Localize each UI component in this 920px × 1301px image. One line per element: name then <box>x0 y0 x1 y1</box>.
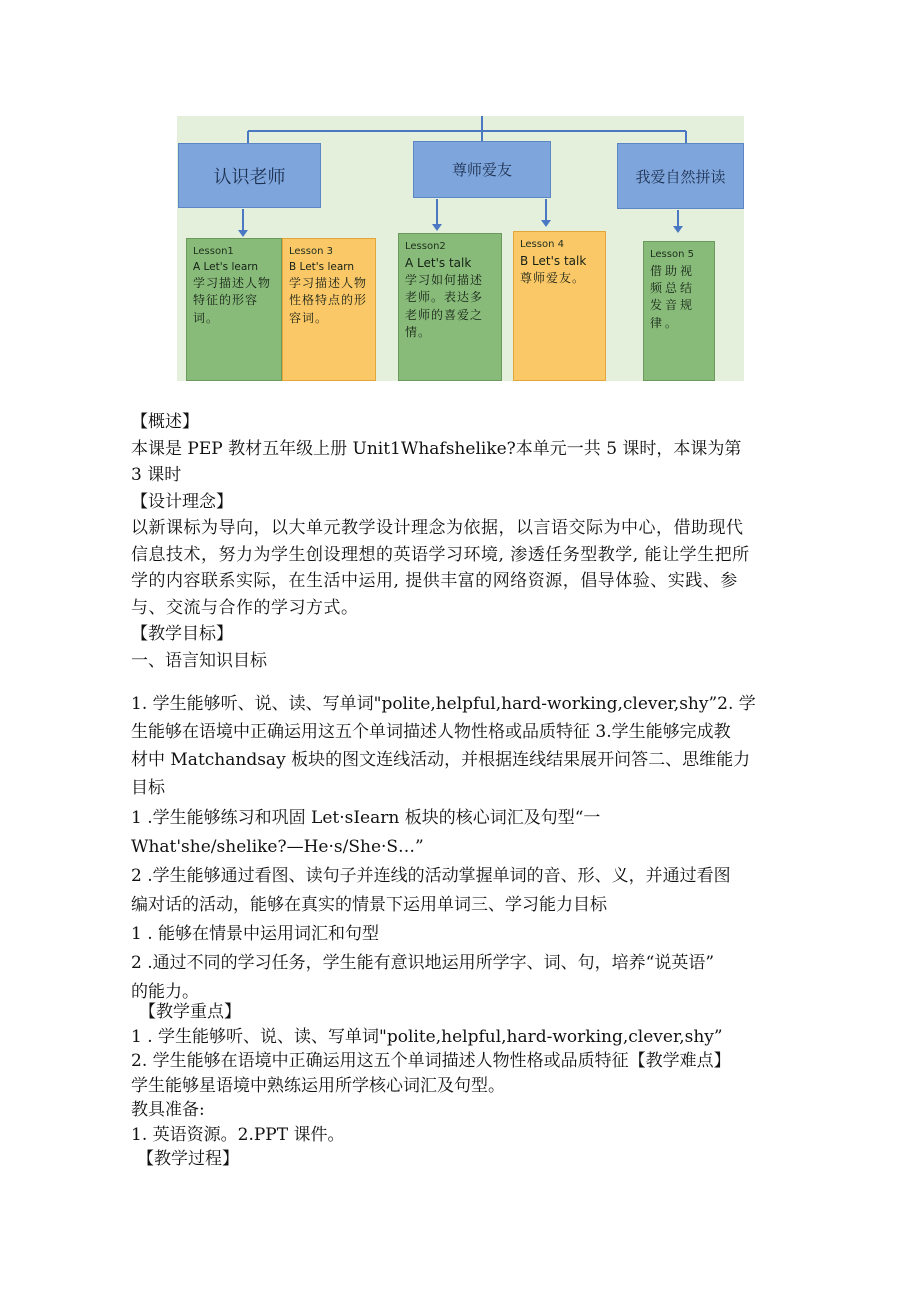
lesson-number: Lesson 3 <box>289 246 333 257</box>
lesson-description: 尊师爱友。 <box>520 270 586 285</box>
goal-line: 1 . 能够在情景中运用词汇和句型 <box>131 924 380 944</box>
key-point-line: 学生能够星语境中熟练运用所学核心词汇及句型。 <box>131 1075 505 1096</box>
thinking-goals-section <box>131 804 796 1007</box>
lesson-number: Lesson 4 <box>520 239 564 250</box>
goal-line: 1. 学生能够听、说、读、写单词"polite,helpful,hard-working,clever,shy”2. 学 <box>131 694 756 714</box>
tools-heading: 教具准备: <box>131 1100 205 1120</box>
key-points-section <box>131 1000 796 1172</box>
goal-language-knowledge: 一、语言知识目标 <box>131 650 267 671</box>
unit-structure-diagram <box>177 116 744 381</box>
overview-section <box>131 409 796 674</box>
goal-line: 2 .学生能够通过看图、读句子并连线的活动掌握单词的音、形、义，并通过看图 <box>131 866 731 886</box>
heading-overview: 【概述】 <box>131 412 199 432</box>
goal-line: 编对话的活动，能够在真实的情景下运用单词三、学习能力目标 <box>131 895 607 915</box>
lesson-3-box <box>282 238 376 381</box>
concept-line: 以新课标为导向，以大单元教学设计理念为依据，以言语交际为中心，借助现代 <box>131 518 744 538</box>
concept-line: 信息技术，努力为学生创设理想的英语学习环境, 渗透任务型教学, 能让学生把所 <box>131 544 750 565</box>
lesson-5-box <box>643 241 715 381</box>
goal-line: 的能力。 <box>131 982 199 1002</box>
tools-line: 1. 英语资源。2.PPT 课件。 <box>131 1124 345 1145</box>
lesson-activity: A Let's talk <box>405 255 472 270</box>
lesson-activity: B Let's talk <box>520 253 587 268</box>
goal-line: 生能够在语境中正确运用这五个单词描述人物性格或品质特征 3.学生能够完成教 <box>131 722 731 742</box>
key-point-line: 2. 学生能够在语境中正确运用这五个单词描述人物性格或品质特征【教学难点】 <box>131 1051 731 1071</box>
goal-line: 2 .通过不同的学习任务，学生能有意识地运用所学字、词、句，培养“说英语” <box>131 953 715 973</box>
lesson-activity: B Let's learn <box>289 260 355 273</box>
top-box-phonics: 我爱自然拼读 <box>617 143 744 209</box>
heading-key-points: 【教学重点】 <box>139 1002 241 1022</box>
concept-line: 与、交流与合作的学习方式。 <box>131 597 359 618</box>
goal-line: 材中 Matchandsay 板块的图文连线活动，并根据连线结果展开问答二、思维能力 <box>131 750 751 770</box>
heading-design-concept: 【设计理念】 <box>131 491 233 512</box>
heading-teaching-process: 【教学过程】 <box>137 1149 239 1169</box>
goal-line: 1 .学生能够练习和巩固 Let·sIearn 板块的核心词汇及句型“一 <box>131 808 601 828</box>
goal-line: What'she/shelike?—He·s/She·S…” <box>131 837 424 857</box>
heading-teaching-goals: 【教学目标】 <box>131 624 233 644</box>
lesson-description: 学习描述人物性格特点的形容词。 <box>289 275 368 325</box>
top-box-respect-teacher: 尊师爱友 <box>413 141 551 198</box>
lesson-2-box <box>398 233 502 381</box>
goal-line: 目标 <box>131 778 165 798</box>
lesson-4-box <box>513 231 606 381</box>
overview-line: 本课是 PEP 教材五年级上册 Unit1Whafshelike?本单元一共 5 课时，本课为第 <box>131 438 742 459</box>
overview-line: 3 课时 <box>131 465 182 485</box>
concept-line: 学的内容联系实际，在生活中运用, 提供丰富的网络资源，倡导体验、实践、参 <box>131 571 738 591</box>
lesson-number: Lesson1 <box>193 246 234 257</box>
lesson-description: 借助视频总结发音规律。 <box>650 263 696 330</box>
language-goals-section <box>131 690 796 802</box>
lesson-description: 学习如何描述老师。表达多老师的喜爱之情。 <box>405 272 484 340</box>
lesson-number: Lesson2 <box>405 241 446 252</box>
lesson-1-box <box>186 238 282 381</box>
top-box-know-teacher: 认识老师 <box>178 143 321 208</box>
key-point-line: 1 . 学生能够听、说、读、写单词"polite,helpful,hard-working,clever,shy” <box>131 1026 723 1047</box>
lesson-number: Lesson 5 <box>650 249 694 260</box>
lesson-activity: A Let's learn <box>193 260 259 273</box>
lesson-description: 学习描述人物特征的形容词。 <box>193 275 272 325</box>
